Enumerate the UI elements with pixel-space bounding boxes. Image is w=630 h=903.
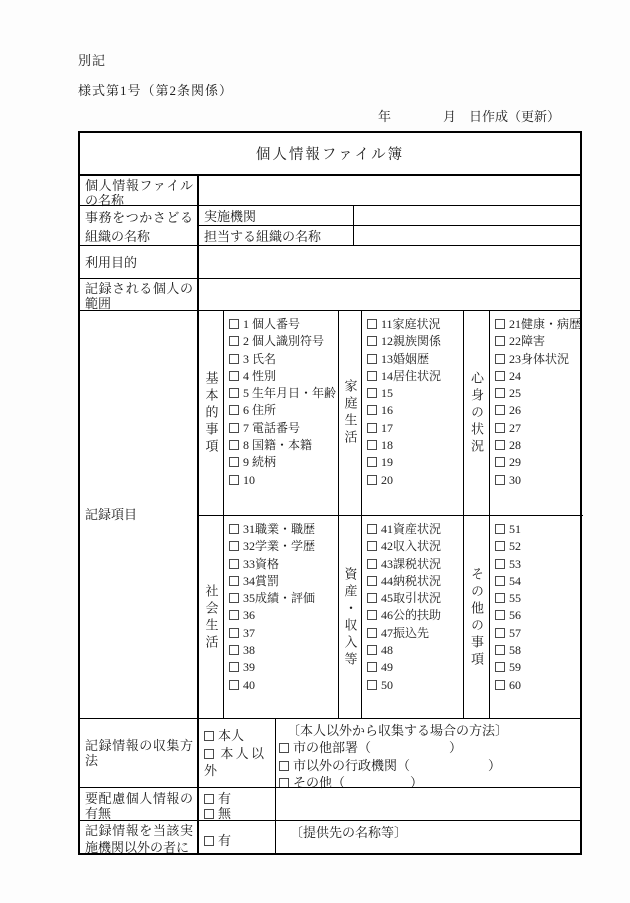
checkbox-icon [367,576,377,586]
option-yes: 有 [204,832,271,850]
scope-value [199,279,580,310]
collection-method-item: 市の他部署（ ） [279,739,576,756]
checkbox-icon [495,662,505,672]
record-items-row [80,310,580,718]
checkbox-icon [367,680,377,690]
checkbox-icon [229,388,239,398]
category-assets-income: 資産・収入等 [339,516,362,719]
checkbox-icon [204,809,214,819]
collection-methods-list [279,739,576,791]
sensitive-info-label: 要配慮個人情報の有無 [80,788,199,820]
checkbox-icon [204,836,214,846]
record-item: 2 個人識別符号 [229,333,336,350]
checkbox-icon [229,336,239,346]
record-item: 54 [495,573,581,590]
checkbox-icon [367,475,377,485]
record-item: 10 [229,472,336,489]
checkbox-icon [367,645,377,655]
record-items-lower-half [199,515,583,719]
items-mind-body [490,311,583,515]
table-title: 個人情報ファイル簿 [255,147,405,163]
purpose-label: 利用目的 [80,246,199,278]
sensitive-info-options [199,788,276,820]
record-item: 52 [495,538,581,555]
record-items-label: 記録項目 [80,311,199,718]
checkbox-icon [229,645,239,655]
items-other-matters [490,516,583,719]
record-item: 22障害 [495,333,581,350]
record-item: 42収入状況 [367,538,461,555]
checkbox-icon [495,405,505,415]
collection-method-label: 記録情報の収集方法 [80,719,199,787]
checkbox-icon [367,559,377,569]
record-item: 35成績・評価 [229,590,336,607]
checkbox-icon [367,541,377,551]
responsible-org-row [199,225,580,245]
record-item: 55 [495,590,581,607]
checkbox-icon [229,628,239,638]
items-basic-matters [224,311,339,515]
collection-methods-cell [276,719,580,791]
record-item: 20 [367,472,461,489]
record-item: 59 [495,659,581,676]
category-other-matters: その他の事項 [464,516,490,719]
record-item: 25 [495,385,581,402]
sensitive-info-value [276,788,580,820]
checkbox-icon [229,319,239,329]
record-item: 38 [229,642,336,659]
checkbox-icon [495,388,505,398]
checkbox-icon [495,524,505,534]
option-no: 無 [204,806,271,821]
category-mind-body: 心身の状況 [464,311,490,515]
record-item: 14居住状況 [367,368,461,385]
checkbox-icon [279,761,289,771]
collection-method-item: 市以外の行政機関（ ） [279,757,576,774]
collection-method-item: その他（ ） [279,774,576,791]
file-name-value [199,176,580,205]
record-item: 33資格 [229,556,336,573]
record-item: 53 [495,556,581,573]
checkbox-icon [279,743,289,753]
record-item: 5 生年月日・年齢 [229,385,336,402]
record-item: 7 電話番号 [229,420,336,437]
record-item: 41資産状況 [367,521,461,538]
checkbox-icon [495,559,505,569]
form-number: 様式第1号（第2条関係） [78,83,234,98]
file-name-label: 個人情報ファイルの名称 [80,176,199,205]
collection-methods-heading: 〔本人以外から収集する場合の方法〕 [287,723,509,738]
checkbox-icon [495,440,505,450]
checkbox-icon [495,680,505,690]
checkbox-icon [204,731,214,741]
record-item: 4 性別 [229,368,336,385]
record-item: 29 [495,454,581,471]
record-item: 46公的扶助 [367,607,461,624]
checkbox-icon [367,524,377,534]
checkbox-icon [495,645,505,655]
record-item: 27 [495,420,581,437]
checkbox-icon [495,628,505,638]
provision-destination-heading: 〔提供先の名称等〕 [290,825,408,840]
checkbox-icon [229,576,239,586]
record-item: 15 [367,385,461,402]
checkbox-icon [367,405,377,415]
checkbox-icon [229,423,239,433]
record-item: 12親族関係 [367,333,461,350]
option-other-than-self: 本人以外 [204,745,264,778]
checkbox-icon [229,524,239,534]
record-item: 31職業・職歴 [229,521,336,538]
items-family-life [362,311,464,515]
category-social-life: 社会生活 [199,516,224,719]
record-item: 60 [495,677,581,694]
checkbox-icon [229,440,239,450]
record-item: 48 [367,642,461,659]
checkbox-icon [367,319,377,329]
checkbox-icon [367,610,377,620]
option-yes: 有 [204,791,271,806]
checkbox-icon [367,662,377,672]
option-self: 本人 [204,727,271,745]
implementing-agency-value [354,206,580,225]
record-item: 36 [229,607,336,624]
items-assets-income [362,516,464,719]
category-basic-matters: 基本的事項 [199,311,224,515]
external-provision-label: 記録情報を当該実施機関以外の者に [80,821,199,855]
checkbox-icon [367,388,377,398]
record-item: 30 [495,472,581,489]
record-item: 3 氏名 [229,351,336,368]
implementing-agency-row [199,206,580,225]
checkbox-icon [367,628,377,638]
record-item: 57 [495,625,581,642]
checkbox-icon [229,680,239,690]
checkbox-icon [229,354,239,364]
implementing-agency-label: 実施機関 [199,206,354,225]
responsible-org-label: 担当する組織の名称 [199,226,354,245]
checkbox-icon [204,749,214,759]
record-item: 49 [367,659,461,676]
items-social-life [224,516,339,719]
organization-row [80,205,580,245]
checkbox-icon [495,354,505,364]
annotation-note: 別記 [78,53,107,68]
checkbox-icon [229,593,239,603]
record-item: 39 [229,659,336,676]
checkbox-icon [229,559,239,569]
date-line: 年 月 日作成（更新） [378,109,561,124]
record-item: 17 [367,420,461,437]
file-name-row [80,174,580,208]
record-item: 43課税状況 [367,556,461,573]
record-item: 47振込先 [367,625,461,642]
external-provision-row [80,820,580,855]
checkbox-icon [229,405,239,415]
checkbox-icon [367,336,377,346]
external-provision-options [199,821,276,855]
checkbox-icon [367,457,377,467]
checkbox-icon [229,541,239,551]
checkbox-icon [367,354,377,364]
responsible-org-value [354,226,580,245]
record-item: 37 [229,625,336,642]
record-item: 18 [367,437,461,454]
checkbox-icon [367,423,377,433]
record-item: 32学業・学歴 [229,538,336,555]
record-item: 13婚姻歴 [367,351,461,368]
purpose-row [80,245,580,278]
record-item: 26 [495,402,581,419]
record-item: 28 [495,437,581,454]
checkbox-icon [229,457,239,467]
record-item: 23身体状況 [495,351,581,368]
organization-label: 事務をつかさどる組織の名称 [80,206,199,245]
checkbox-icon [495,593,505,603]
record-item: 58 [495,642,581,659]
scope-row [80,278,580,310]
record-item: 24 [495,368,581,385]
checkbox-icon [495,475,505,485]
record-item: 51 [495,521,581,538]
category-family-life: 家庭生活 [339,311,362,515]
record-item: 9 続柄 [229,454,336,471]
checkbox-icon [495,457,505,467]
checkbox-icon [495,610,505,620]
record-item: 44納税状況 [367,573,461,590]
checkbox-icon [367,593,377,603]
checkbox-icon [229,475,239,485]
checkbox-icon [495,319,505,329]
record-item: 1 個人番号 [229,316,336,333]
record-item: 21健康・病歴 [495,316,581,333]
checkbox-icon [229,371,239,381]
checkbox-icon [367,371,377,381]
record-item: 50 [367,677,461,694]
purpose-value [199,246,580,278]
record-item: 8 国籍・本籍 [229,437,336,454]
checkbox-icon [495,576,505,586]
record-item: 19 [367,454,461,471]
checkbox-icon [495,541,505,551]
checkbox-icon [229,662,239,672]
record-item: 34賞罰 [229,573,336,590]
record-item: 6 住所 [229,402,336,419]
record-item: 45取引状況 [367,590,461,607]
checkbox-icon [495,371,505,381]
record-item: 56 [495,607,581,624]
record-item: 16 [367,402,461,419]
checkbox-icon [495,423,505,433]
checkbox-icon [495,336,505,346]
collection-method-row [80,718,580,791]
checkbox-icon [204,794,214,804]
checkbox-icon [229,610,239,620]
scope-label: 記録される個人の範囲 [80,279,199,310]
sensitive-info-row [80,787,580,820]
checkbox-icon [367,440,377,450]
record-item: 11家庭状況 [367,316,461,333]
record-item: 40 [229,677,336,694]
record-items-upper-half [199,311,583,515]
provision-destination-cell [276,821,580,855]
personal-info-file-table [78,131,582,855]
collection-source-options [199,719,276,787]
